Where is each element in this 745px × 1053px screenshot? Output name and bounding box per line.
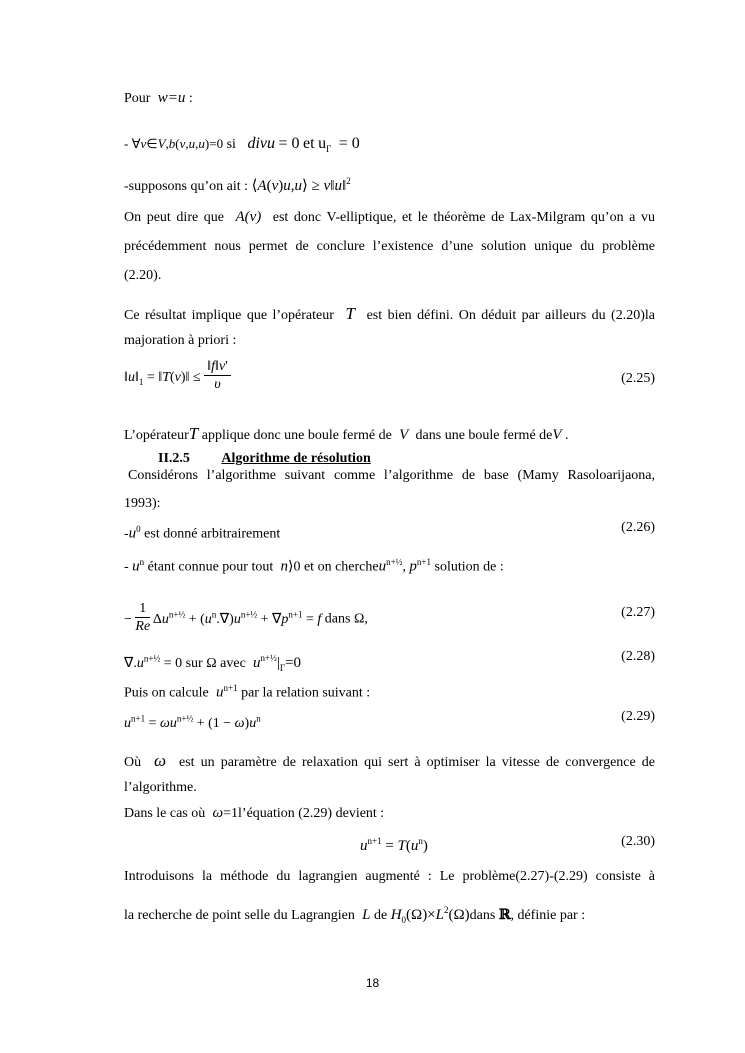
- paragraph-3-line-1: Considérons l’algorithme suivant comme l’algorithme de base (Mamy Rasoloarijaona,: [128, 468, 655, 483]
- compute-line: Puis on calcule $u^{n+1}$ par la relation suivant :: [124, 683, 371, 701]
- equation-2-30: [360, 832, 655, 856]
- math-fixed-point: $u^{n+1} = T(u^n)$: [360, 836, 428, 854]
- equation-2-27-number: (2.27): [621, 605, 655, 620]
- math-forall: - ∀v∈V,b(v,u,u)=0: [124, 136, 224, 151]
- paragraph-5-line-1: Introduisons la méthode du lagrangien augmenté : Le problème(2.27)-(2.29) consiste à: [124, 869, 655, 884]
- pour-line: Pour w=u :: [124, 90, 193, 106]
- paragraph-1-line-2: précédemment nous permet de conclure l’existence d’une solution unique du problème: [124, 239, 655, 254]
- equation-2-27: − $\frac{1}{Re}$ $\Delta u^{n+\frac{1}{2}} + (u^n.\nabla)u^{n+\frac{1}{2}} + \nabla p^{n+1} = f$ dans Ω,: [124, 600, 368, 634]
- math-norm-bound: $‖u‖_1$ = ‖T(v)‖ ≤ $\frac{‖f‖v'}{\upsilon}$: [124, 370, 231, 385]
- section-heading: [158, 450, 655, 468]
- equation-2-30-number: (2.30): [621, 834, 655, 849]
- operator-line: L’opérateurT applique donc une boule fermé de V dans une boule fermé deV .: [124, 424, 569, 443]
- paragraph-3-line-2: 1993):: [124, 496, 161, 511]
- equation-2-28: $\nabla.u^{n+\frac{1}{2}} = 0$ sur Ω avec $u^{n+\frac{1}{2}}|_\Gamma=0$: [124, 653, 302, 673]
- step-n-line: - $u^n$ étant connue pour tout n⟩0 et on chercheu$^{n+\frac{1}{2}}$, $p^{n+1}$ solution de :: [124, 557, 504, 575]
- step-0-line: $-u^0$ est donné arbitrairement: [124, 524, 281, 542]
- condition-line-2: -supposons qu’on ait : ⟨A(v)u,u⟩ ≥ v‖u‖$^2$: [124, 176, 351, 194]
- paragraph-4-line-2: l’algorithme.: [124, 780, 197, 795]
- math-w-eq-u: w=u: [153, 90, 186, 106]
- paragraph-4-line-1: Où ω est un paramètre de relaxation qui sert à optimiser la vitesse de convergence de: [124, 751, 656, 770]
- case-line: Dans le cas où ω=1l’équation (2.29) devient :: [124, 805, 385, 821]
- equation-2-29: [124, 709, 655, 733]
- math-coercivity: ⟨A(v)u,u⟩ ≥ v‖u‖$^2$: [251, 176, 351, 194]
- math-navier-stokes: − $\frac{1}{Re}$ $\Delta u^{n+\frac{1}{2}} + (u^n.\nabla)u^{n+\frac{1}{2}} + \nabla p^{n+1} = f$: [124, 600, 322, 634]
- paragraph-2-line-2: majoration à priori :: [124, 333, 237, 348]
- math-relaxation: $u^{n+1} = \omega u^{n+\frac{1}{2}} + (1 - \omega)u^n$: [124, 713, 261, 731]
- equation-2-25: [124, 358, 655, 398]
- section-number: II.2.5: [158, 451, 190, 466]
- condition-line-1: - ∀v∈V,b(v,u,u)=0 si divu = 0 et $u_\Gamma = 0$: [124, 135, 360, 154]
- equation-2-29-number: (2.29): [621, 709, 655, 724]
- page-number: 18: [365, 976, 380, 990]
- math-div: divu: [239, 135, 275, 152]
- equation-2-26-number: (2.26): [621, 520, 655, 535]
- math-Av: A(v): [229, 209, 268, 225]
- paragraph-1-line-3: (2.20).: [124, 268, 162, 283]
- paragraph-2-line-1: Ce résultat implique que l’opérateur T est bien défini. On déduit par ailleurs du (2.20)la: [124, 304, 655, 323]
- math-divergence: $\nabla.u^{n+\frac{1}{2}} = 0$: [124, 653, 183, 671]
- section-title: Algorithme de résolution: [221, 451, 371, 466]
- paragraph-1-line-1: On peut dire que A(v) est donc V-elliptique, et le théorème de Lax-Milgram qu’on a vu: [124, 209, 655, 225]
- equation-2-25-number: (2.25): [621, 371, 655, 386]
- paragraph-5-line-2: la recherche de point selle du Lagrangien L de $H_0(\Omega)\times L^2(\Omega)dans$ ℝ, définie par :: [124, 905, 586, 925]
- equation-2-28-number: (2.28): [621, 649, 655, 664]
- math-T: T: [339, 304, 362, 323]
